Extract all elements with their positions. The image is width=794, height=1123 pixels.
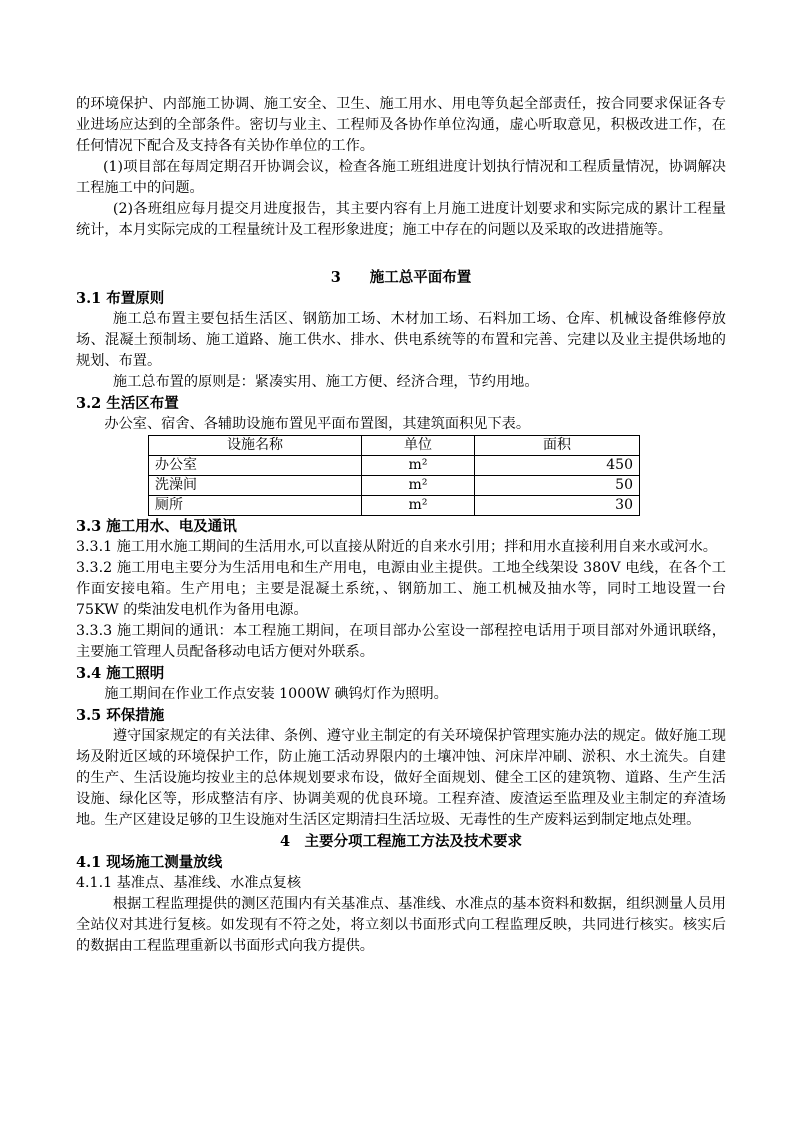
section-3-3-3-paragraph: 3.3.3 施工期间的通讯：本工程施工期间，在项目部办公室设一部程控电话用于项目部对外通讯联络，主要施工管理人员配备移动电话方便对外联系。 <box>76 623 726 660</box>
table-header-cell: 设施名称 <box>149 436 362 456</box>
section-3-3-heading: 3.3 施工用水、电及通讯 <box>76 518 237 535</box>
section-4-1-1-heading: 4.1.1 基准点、基准线、水准点复核 <box>76 875 302 891</box>
section-3-5-paragraph: 遵守国家规定的有关法律、条例、遵守业主制定的有关环境保护管理实施办法的规定。做好施工现场及附近区域的环境保护工作，防止施工活动界限内的土壤冲蚀、河床岸冲刷、淤积、水土流失。自建的生产、生活设施均按业主的总体规划要求布设，做好全面规划、健全工区的建筑物、道路、生产生活设施、绿化区等，形成整洁有序、协调美观的优良环境。工程弃渣、废渣运至监理及业主制定的弃渣场地。生产区建设足够的卫生设施对生活区定期清扫生活垃圾、无毒性的生产废料运到制定地点处理。 <box>76 728 726 828</box>
section-3-3-1-paragraph: 3.3.1 施工用水施工期间的生活用水,可以直接从附近的自来水引用；拌和用水直接利用自来水或河水。 <box>76 539 717 555</box>
paragraph-item-1: (1)项目部在每周定期召开协调会议，检查各施工班组进度计划执行情况和工程质量情况，协调解决工程施工中的问题。 <box>76 159 726 196</box>
table-row <box>149 456 640 476</box>
section-3-2-heading: 3.2 生活区布置 <box>76 395 179 412</box>
facility-name-cell: 厕所 <box>149 496 362 516</box>
section-3-1-paragraph-2: 施工总布置的原则是：紧凑实用、施工方便、经济合理，节约用地。 <box>112 374 539 390</box>
chapter-3-title: 3 施工总平面布置 <box>330 269 472 286</box>
facility-area-cell: 30 <box>475 496 640 516</box>
section-3-1-heading: 3.1 布置原则 <box>76 290 165 307</box>
section-3-2-intro: 办公室、宿舍、各辅助设施布置见平面布置图，其建筑面积见下表。 <box>104 416 531 432</box>
section-3-1-paragraph-1: 施工总布置主要包括生活区、钢筋加工场、木材加工场、石料加工场、仓库、机械设备维修停放场、混凝土预制场、施工道路、施工供水、排水、供电系统等的布置和完善、完建以及业主提供场地的规划、布置。 <box>76 311 726 369</box>
table-header-cell: 单位 <box>362 436 475 456</box>
facility-name-cell: 办公室 <box>149 456 362 476</box>
facility-area-cell: 450 <box>475 456 640 476</box>
section-4-1-heading: 4.1 现场施工测量放线 <box>76 854 223 871</box>
facility-name-cell: 洗澡间 <box>149 476 362 496</box>
table-header-cell: 面积 <box>475 436 640 456</box>
spacer <box>76 241 726 267</box>
section-3-3-2-paragraph: 3.3.2 施工用电主要分为生活用电和生产用电，电源由业主提供。工地全线架设 380V 电线，在各个工作面安接电箱。生产用电；主要是混凝土系统，、钢筋加工、施工机械及抽水等，同时工地设置一台 75KW 的柴油发电机作为备用电源。 <box>76 560 726 618</box>
facility-area-cell: 50 <box>475 476 640 496</box>
section-3-5-heading: 3.5 环保措施 <box>76 707 165 724</box>
facility-unit-cell: m² <box>362 476 475 496</box>
paragraph-item-2: (2)各班组应每月提交月进度报告，其主要内容有上月施工进度计划要求和实际完成的累计工程量统计，本月实际完成的工程量统计及工程形象进度；施工中存在的问题以及采取的改进措施等。 <box>76 201 726 238</box>
table-row <box>149 496 640 516</box>
document-body <box>76 94 726 957</box>
section-3-4-paragraph: 施工期间在作业工作点安装 1000W 碘钨灯作为照明。 <box>104 686 448 702</box>
section-4-1-1-paragraph: 根据工程监理提供的测区范围内有关基准点、基准线、水准点的基本资料和数据，组织测量人员用全站仪对其进行复核。如发现有不符之处，将立刻以书面形式向工程监理反映，共同进行核实。核实后的数据由工程监理重新以书面形式向我方提供。 <box>76 896 726 954</box>
table-row <box>149 476 640 496</box>
facility-unit-cell: m² <box>362 456 475 476</box>
section-3-4-heading: 3.4 施工照明 <box>76 665 165 682</box>
table-header-row <box>149 436 640 456</box>
chapter-4-title: 4 主要分项工程施工方法及技术要求 <box>279 833 523 850</box>
facility-table <box>148 435 640 516</box>
paragraph-coordination: 的环境保护、内部施工协调、施工安全、卫生、施工用水、用电等负起全部责任，按合同要求保证各专业进场应达到的全部条件。密切与业主、工程师及各协作单位沟通，虚心听取意见，积极改进工作，在任何情况下配合及支持各有关协作单位的工作。 <box>76 96 726 154</box>
facility-unit-cell: m² <box>362 496 475 516</box>
